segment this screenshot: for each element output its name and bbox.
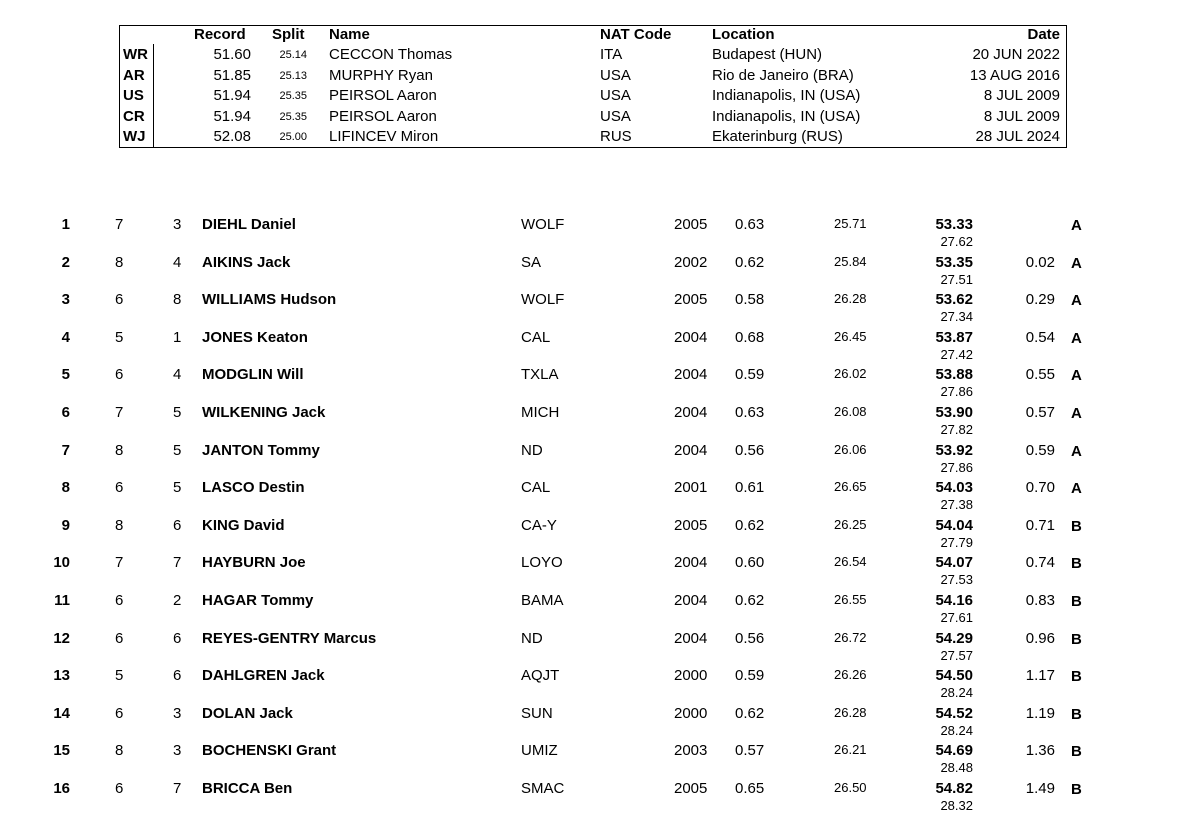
result-row bbox=[0, 366, 1177, 404]
result-lane: 6 bbox=[173, 516, 182, 534]
result-name: DAHLGREN Jack bbox=[202, 667, 325, 685]
result-s50: 26.54 bbox=[834, 554, 867, 570]
result-heat: 7 bbox=[115, 216, 124, 233]
result-rt: 0.62 bbox=[735, 704, 765, 722]
result-rt: 0.56 bbox=[735, 441, 765, 459]
result-club: ND bbox=[521, 629, 543, 647]
result-behind: 0.59 bbox=[1025, 441, 1055, 459]
result-s100: 27.34 bbox=[940, 309, 973, 325]
record-time: 51.60 bbox=[213, 46, 251, 63]
record-holder-name: PEIRSOL Aaron bbox=[329, 87, 437, 105]
result-yob: 2000 bbox=[674, 667, 708, 685]
result-s100: 27.61 bbox=[940, 610, 973, 625]
result-place: 13 bbox=[53, 667, 70, 685]
result-lane: 5 bbox=[173, 404, 182, 421]
result-behind: 0.02 bbox=[1025, 253, 1055, 271]
result-club: LOYO bbox=[521, 554, 563, 572]
result-rt: 0.56 bbox=[735, 629, 765, 647]
record-holder-name: MURPHY Ryan bbox=[329, 66, 433, 84]
result-final: A bbox=[1071, 254, 1082, 272]
result-rt: 0.68 bbox=[735, 328, 765, 346]
result-lane: 3 bbox=[173, 742, 182, 760]
result-time: 53.90 bbox=[935, 404, 973, 421]
result-place: 15 bbox=[53, 742, 70, 760]
result-club: SA bbox=[521, 253, 542, 271]
result-final: A bbox=[1071, 217, 1082, 234]
record-code: WJ bbox=[123, 128, 146, 146]
result-s50: 26.55 bbox=[834, 592, 867, 607]
result-s50: 26.28 bbox=[834, 704, 867, 720]
result-final: A bbox=[1071, 405, 1082, 422]
result-rt: 0.63 bbox=[735, 216, 765, 233]
record-time: 51.94 bbox=[213, 87, 251, 105]
result-final: B bbox=[1071, 593, 1082, 610]
record-code: US bbox=[123, 87, 144, 105]
result-time: 54.07 bbox=[935, 554, 973, 572]
result-lane: 5 bbox=[173, 441, 182, 459]
record-code: AR bbox=[123, 66, 145, 84]
record-holder-name: CECCON Thomas bbox=[329, 46, 453, 63]
result-time: 54.50 bbox=[935, 667, 973, 685]
result-yob: 2004 bbox=[674, 328, 708, 346]
record-location: Indianapolis, IN (USA) bbox=[712, 107, 861, 125]
result-yob: 2003 bbox=[674, 742, 708, 760]
result-lane: 4 bbox=[173, 253, 182, 271]
result-name: JONES Keaton bbox=[202, 328, 308, 346]
result-yob: 2000 bbox=[674, 704, 708, 722]
result-lane: 7 bbox=[173, 780, 182, 797]
result-time: 54.69 bbox=[935, 742, 973, 760]
result-final: A bbox=[1071, 480, 1082, 498]
result-final: B bbox=[1071, 668, 1082, 686]
result-club: CAL bbox=[521, 328, 551, 346]
result-row bbox=[0, 554, 1177, 592]
result-place: 7 bbox=[61, 441, 70, 459]
result-rt: 0.62 bbox=[735, 516, 765, 534]
result-s50: 26.26 bbox=[834, 667, 867, 683]
result-s100: 27.62 bbox=[940, 234, 973, 249]
result-lane: 8 bbox=[173, 291, 182, 309]
result-name: DIEHL Daniel bbox=[202, 216, 296, 233]
result-name: BOCHENSKI Grant bbox=[202, 742, 337, 760]
result-behind: 1.49 bbox=[1025, 780, 1055, 797]
result-yob: 2005 bbox=[674, 780, 708, 797]
result-rt: 0.65 bbox=[735, 780, 765, 797]
result-rt: 0.62 bbox=[735, 592, 765, 609]
result-s50: 25.84 bbox=[834, 253, 867, 269]
header-nat: NAT Code bbox=[600, 26, 672, 43]
result-s50: 26.72 bbox=[834, 629, 867, 645]
result-behind: 1.19 bbox=[1025, 704, 1055, 722]
result-name: KING David bbox=[202, 516, 285, 534]
result-club: WOLF bbox=[521, 291, 565, 309]
result-final: A bbox=[1071, 329, 1082, 347]
result-behind: 1.36 bbox=[1025, 742, 1055, 760]
result-place: 4 bbox=[61, 328, 70, 346]
result-s100: 28.24 bbox=[940, 685, 973, 701]
result-club: SMAC bbox=[521, 780, 565, 797]
record-time: 51.85 bbox=[213, 66, 251, 84]
record-holder-name: LIFINCEV Miron bbox=[329, 128, 439, 146]
result-row bbox=[0, 667, 1177, 705]
result-time: 53.62 bbox=[935, 291, 973, 309]
record-time: 51.94 bbox=[213, 107, 251, 125]
record-nat-code: USA bbox=[600, 87, 631, 105]
result-time: 54.52 bbox=[935, 704, 973, 722]
record-split: 25.14 bbox=[279, 49, 307, 61]
result-behind: 0.96 bbox=[1025, 629, 1055, 647]
result-time: 53.92 bbox=[935, 441, 973, 459]
result-rt: 0.63 bbox=[735, 404, 765, 421]
result-rt: 0.57 bbox=[735, 742, 765, 760]
result-row bbox=[0, 705, 1177, 743]
result-yob: 2004 bbox=[674, 366, 708, 384]
result-heat: 7 bbox=[115, 554, 124, 572]
result-name: DOLAN Jack bbox=[202, 704, 293, 722]
result-place: 10 bbox=[53, 554, 70, 572]
result-final: B bbox=[1071, 743, 1082, 761]
result-club: BAMA bbox=[521, 592, 564, 609]
result-row bbox=[0, 254, 1177, 292]
record-nat-code: ITA bbox=[600, 46, 623, 63]
result-yob: 2004 bbox=[674, 629, 708, 647]
result-row bbox=[0, 780, 1177, 818]
result-time: 54.29 bbox=[935, 629, 973, 647]
result-s100: 27.51 bbox=[940, 271, 973, 287]
result-lane: 5 bbox=[173, 479, 182, 497]
result-lane: 4 bbox=[173, 366, 182, 384]
result-yob: 2004 bbox=[674, 592, 708, 609]
result-name: AIKINS Jack bbox=[202, 253, 291, 271]
record-time: 52.08 bbox=[213, 128, 251, 146]
result-club: UMIZ bbox=[521, 742, 558, 760]
record-location: Budapest (HUN) bbox=[712, 46, 823, 63]
result-club: CAL bbox=[521, 479, 551, 497]
result-row bbox=[0, 291, 1177, 329]
result-s50: 26.25 bbox=[834, 516, 867, 532]
record-nat-code: USA bbox=[600, 107, 631, 125]
record-split: 25.00 bbox=[279, 131, 307, 144]
result-lane: 3 bbox=[173, 216, 182, 233]
result-time: 54.16 bbox=[935, 592, 973, 609]
result-row bbox=[0, 630, 1177, 668]
result-row bbox=[0, 404, 1177, 442]
result-behind: 0.54 bbox=[1025, 328, 1055, 346]
record-nat-code: USA bbox=[600, 66, 631, 84]
result-s50: 26.08 bbox=[834, 404, 867, 419]
result-s100: 27.38 bbox=[940, 497, 973, 513]
record-split: 25.35 bbox=[279, 110, 307, 123]
result-place: 14 bbox=[53, 704, 70, 722]
record-split: 25.13 bbox=[279, 69, 307, 82]
header-date: Date bbox=[1027, 26, 1060, 43]
result-s100: 27.86 bbox=[940, 384, 973, 400]
result-time: 54.04 bbox=[935, 516, 973, 534]
result-club: TXLA bbox=[521, 366, 559, 384]
result-behind: 1.17 bbox=[1025, 667, 1055, 685]
result-behind: 0.74 bbox=[1025, 554, 1055, 572]
result-final: B bbox=[1071, 555, 1082, 573]
result-s100: 27.82 bbox=[940, 422, 973, 437]
result-s100: 27.57 bbox=[940, 647, 973, 663]
record-code: CR bbox=[123, 107, 145, 125]
result-name: MODGLIN Will bbox=[202, 366, 304, 384]
result-rt: 0.60 bbox=[735, 554, 765, 572]
result-name: LASCO Destin bbox=[202, 479, 305, 497]
result-s100: 27.42 bbox=[940, 346, 973, 362]
result-place: 3 bbox=[61, 291, 70, 309]
header-name: Name bbox=[329, 26, 370, 43]
result-name: WILLIAMS Hudson bbox=[202, 291, 337, 309]
result-final: A bbox=[1071, 442, 1082, 460]
result-yob: 2005 bbox=[674, 291, 708, 309]
result-place: 2 bbox=[61, 253, 70, 271]
result-s50: 26.28 bbox=[834, 291, 867, 307]
result-club: SUN bbox=[521, 704, 553, 722]
result-row bbox=[0, 517, 1177, 555]
result-heat: 8 bbox=[115, 253, 124, 271]
result-behind: 0.57 bbox=[1025, 404, 1055, 421]
result-club: AQJT bbox=[521, 667, 560, 685]
result-lane: 1 bbox=[173, 328, 182, 346]
result-heat: 6 bbox=[115, 366, 124, 384]
result-place: 9 bbox=[61, 516, 70, 534]
header-split: Split bbox=[272, 26, 305, 43]
result-yob: 2001 bbox=[674, 479, 708, 497]
result-heat: 5 bbox=[115, 667, 124, 685]
result-place: 1 bbox=[61, 216, 70, 233]
result-final: B bbox=[1071, 630, 1082, 648]
result-final: B bbox=[1071, 517, 1082, 535]
result-rt: 0.59 bbox=[735, 366, 765, 384]
result-heat: 8 bbox=[115, 441, 124, 459]
result-name: WILKENING Jack bbox=[202, 404, 326, 421]
record-nat-code: RUS bbox=[600, 128, 632, 146]
result-s50: 26.02 bbox=[834, 366, 867, 382]
result-final: A bbox=[1071, 292, 1082, 310]
result-lane: 6 bbox=[173, 667, 182, 685]
result-rt: 0.58 bbox=[735, 291, 765, 309]
result-lane: 3 bbox=[173, 704, 182, 722]
result-yob: 2005 bbox=[674, 516, 708, 534]
result-behind: 0.70 bbox=[1025, 479, 1055, 497]
result-final: A bbox=[1071, 367, 1082, 385]
result-name: JANTON Tommy bbox=[202, 441, 320, 459]
result-yob: 2004 bbox=[674, 404, 708, 421]
result-club: MICH bbox=[521, 404, 560, 421]
result-s100: 27.53 bbox=[940, 572, 973, 588]
result-time: 53.33 bbox=[935, 216, 973, 233]
result-behind: 0.83 bbox=[1025, 592, 1055, 609]
record-split: 25.35 bbox=[279, 90, 307, 103]
result-s100: 27.79 bbox=[940, 534, 973, 550]
header-record: Record bbox=[194, 26, 246, 43]
result-place: 16 bbox=[53, 780, 70, 797]
result-heat: 8 bbox=[115, 516, 124, 534]
result-club: CA-Y bbox=[521, 516, 557, 534]
record-location: Ekaterinburg (RUS) bbox=[712, 128, 843, 146]
result-place: 8 bbox=[61, 479, 70, 497]
record-location: Indianapolis, IN (USA) bbox=[712, 87, 861, 105]
result-lane: 6 bbox=[173, 629, 182, 647]
result-s50: 25.71 bbox=[834, 216, 867, 231]
result-place: 11 bbox=[54, 592, 70, 609]
result-row bbox=[0, 479, 1177, 517]
record-date: 28 JUL 2024 bbox=[975, 128, 1060, 146]
result-yob: 2004 bbox=[674, 441, 708, 459]
result-place: 6 bbox=[61, 404, 70, 421]
result-lane: 2 bbox=[173, 592, 182, 609]
result-time: 53.88 bbox=[935, 366, 973, 384]
result-time: 53.87 bbox=[935, 328, 973, 346]
result-club: ND bbox=[521, 441, 543, 459]
result-heat: 6 bbox=[115, 479, 124, 497]
result-rt: 0.62 bbox=[735, 253, 765, 271]
result-heat: 8 bbox=[115, 742, 124, 760]
header-location: Location bbox=[712, 26, 775, 43]
result-final: B bbox=[1071, 781, 1082, 798]
result-s100: 28.32 bbox=[940, 798, 973, 813]
result-row bbox=[0, 442, 1177, 480]
result-s50: 26.21 bbox=[834, 742, 867, 758]
result-row bbox=[0, 329, 1177, 367]
result-time: 54.03 bbox=[935, 479, 973, 497]
result-name: BRICCA Ben bbox=[202, 780, 293, 797]
result-s50: 26.50 bbox=[834, 780, 867, 795]
result-name: HAYBURN Joe bbox=[202, 554, 306, 572]
result-s100: 28.24 bbox=[940, 722, 973, 738]
result-s100: 28.48 bbox=[940, 760, 973, 776]
record-date: 8 JUL 2009 bbox=[983, 107, 1060, 125]
result-club: WOLF bbox=[521, 216, 565, 233]
result-name: REYES-GENTRY Marcus bbox=[202, 629, 377, 647]
result-heat: 6 bbox=[115, 592, 124, 609]
result-behind: 0.71 bbox=[1025, 516, 1055, 534]
result-heat: 7 bbox=[115, 404, 124, 421]
result-final: B bbox=[1071, 705, 1082, 723]
result-lane: 7 bbox=[173, 554, 182, 572]
result-yob: 2005 bbox=[674, 216, 708, 233]
result-place: 5 bbox=[61, 366, 70, 384]
record-holder-name: PEIRSOL Aaron bbox=[329, 107, 437, 125]
result-place: 12 bbox=[53, 629, 70, 647]
result-time: 54.82 bbox=[935, 780, 973, 797]
result-behind: 0.55 bbox=[1025, 366, 1055, 384]
result-s50: 26.06 bbox=[834, 441, 867, 457]
result-rt: 0.61 bbox=[735, 479, 765, 497]
result-name: HAGAR Tommy bbox=[202, 592, 314, 609]
result-s50: 26.65 bbox=[834, 479, 867, 495]
result-heat: 6 bbox=[115, 291, 124, 309]
result-s100: 27.86 bbox=[940, 459, 973, 475]
result-heat: 6 bbox=[115, 780, 124, 797]
result-rt: 0.59 bbox=[735, 667, 765, 685]
result-row bbox=[0, 592, 1177, 630]
record-date: 8 JUL 2009 bbox=[983, 87, 1060, 105]
result-heat: 6 bbox=[115, 704, 124, 722]
result-heat: 5 bbox=[115, 328, 124, 346]
result-heat: 6 bbox=[115, 629, 124, 647]
result-time: 53.35 bbox=[935, 253, 973, 271]
result-row bbox=[0, 216, 1177, 254]
result-yob: 2004 bbox=[674, 554, 708, 572]
result-s50: 26.45 bbox=[834, 328, 867, 344]
result-behind: 0.29 bbox=[1025, 291, 1055, 309]
record-location: Rio de Janeiro (BRA) bbox=[712, 66, 854, 84]
record-date: 13 AUG 2016 bbox=[969, 66, 1060, 84]
result-row bbox=[0, 742, 1177, 780]
record-date: 20 JUN 2022 bbox=[972, 46, 1060, 63]
result-yob: 2002 bbox=[674, 253, 708, 271]
record-code: WR bbox=[123, 46, 148, 63]
